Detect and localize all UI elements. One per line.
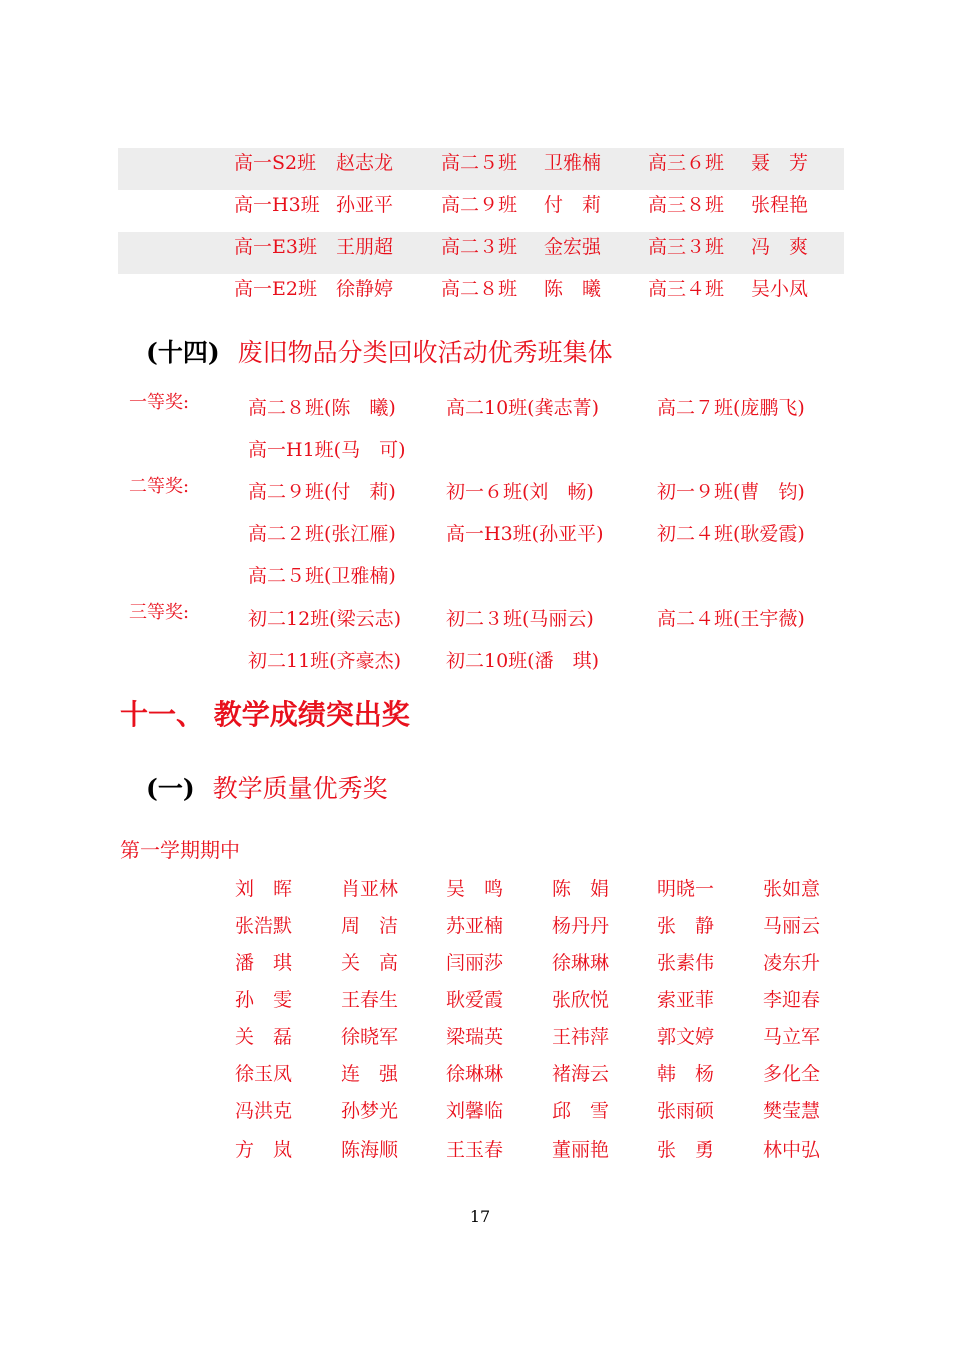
teacher-name: 刘 晖 xyxy=(235,878,293,900)
name-cell: 孙亚平 xyxy=(336,194,394,216)
class-cell: 高三８班 xyxy=(648,194,725,216)
teacher-name: 索亚菲 xyxy=(657,989,715,1011)
first-prize-label: 一等奖: xyxy=(129,392,190,413)
term-label: 第一学期期中 xyxy=(120,838,240,862)
award-entry: 初二11班(齐豪杰) xyxy=(248,650,402,672)
teacher-name: 关 高 xyxy=(341,952,399,974)
award-entry: 初二12班(梁云志) xyxy=(248,608,402,630)
teacher-name: 李迎春 xyxy=(763,989,821,1011)
award-entry: 高一H3班(孙亚平) xyxy=(446,523,604,545)
teacher-name: 徐琳琳 xyxy=(552,952,610,974)
award-entry: 高二５班(卫雅楠) xyxy=(248,565,396,587)
class-cell: 高一S2班 xyxy=(234,152,317,174)
name-cell: 陈 曦 xyxy=(544,278,602,300)
teacher-name: 褚海云 xyxy=(552,1063,610,1085)
award-entry: 高二７班(庞鹏飞) xyxy=(657,397,805,419)
teacher-name: 张如意 xyxy=(763,878,821,900)
subsection-1-number: (一) xyxy=(146,774,195,803)
teacher-name: 张浩默 xyxy=(235,915,293,937)
name-cell: 卫雅楠 xyxy=(544,152,602,174)
award-entry: 初二４班(耿爱霞) xyxy=(657,523,805,545)
teacher-name: 张素伟 xyxy=(657,952,715,974)
teacher-name: 陈海顺 xyxy=(341,1139,399,1161)
teacher-name: 郭文婷 xyxy=(657,1026,715,1048)
teacher-name: 王玉春 xyxy=(446,1139,504,1161)
award-entry: 高二４班(王宇薇) xyxy=(657,608,805,630)
award-entry: 初一６班(刘 畅) xyxy=(446,481,594,503)
teacher-name: 陈 娟 xyxy=(552,878,610,900)
teacher-name: 徐晓军 xyxy=(341,1026,399,1048)
award-entry: 高二８班(陈 曦) xyxy=(248,397,396,419)
teacher-name: 肖亚林 xyxy=(341,878,399,900)
award-entry: 初二３班(马丽云) xyxy=(446,608,594,630)
teacher-name: 马立军 xyxy=(763,1026,821,1048)
teacher-name: 周 洁 xyxy=(341,915,399,937)
teacher-name: 凌东升 xyxy=(763,952,821,974)
teacher-name: 孙梦光 xyxy=(341,1100,399,1122)
teacher-name: 关 磊 xyxy=(235,1026,293,1048)
teacher-name: 邱 雪 xyxy=(552,1100,610,1122)
teacher-name: 董丽艳 xyxy=(552,1139,610,1161)
teacher-name: 张雨硕 xyxy=(657,1100,715,1122)
teacher-name: 杨丹丹 xyxy=(552,915,610,937)
class-cell: 高二５班 xyxy=(441,152,518,174)
second-prize-label: 二等奖: xyxy=(129,476,190,497)
teacher-name: 连 强 xyxy=(341,1063,399,1085)
name-cell: 聂 芳 xyxy=(751,152,809,174)
teacher-name: 樊莹慧 xyxy=(763,1100,821,1122)
class-cell: 高三６班 xyxy=(648,152,725,174)
award-entry: 高二10班(龚志菁) xyxy=(446,397,600,419)
teacher-name: 张欣悦 xyxy=(552,989,610,1011)
teacher-name: 苏亚楠 xyxy=(446,915,504,937)
class-cell: 高二９班 xyxy=(441,194,518,216)
award-entry: 高二２班(张江雁) xyxy=(248,523,396,545)
teacher-name: 马丽云 xyxy=(763,915,821,937)
class-cell: 高一H3班 xyxy=(234,194,320,216)
section-14-heading xyxy=(146,336,613,370)
name-cell: 张程艳 xyxy=(751,194,809,216)
teacher-name: 吴 鸣 xyxy=(446,878,504,900)
teacher-name: 孙 雯 xyxy=(235,989,293,1011)
award-entry: 初一９班(曹 钧) xyxy=(657,481,805,503)
class-cell: 高三３班 xyxy=(648,236,725,258)
class-cell: 高一E3班 xyxy=(234,236,317,258)
name-cell: 徐静婷 xyxy=(336,278,394,300)
teacher-name: 韩 杨 xyxy=(657,1063,715,1085)
section-11-heading: 十一、 教学成绩突出奖 xyxy=(120,698,410,731)
class-cell: 高三４班 xyxy=(648,278,725,300)
class-cell: 高一E2班 xyxy=(234,278,317,300)
teacher-name: 徐玉凤 xyxy=(235,1063,293,1085)
teacher-name: 明晓一 xyxy=(657,878,715,900)
name-cell: 王朋超 xyxy=(336,236,394,258)
teacher-name: 耿爱霞 xyxy=(446,989,504,1011)
teacher-name: 张 静 xyxy=(657,915,715,937)
teacher-name: 梁瑞英 xyxy=(446,1026,504,1048)
teacher-name: 王春生 xyxy=(341,989,399,1011)
teacher-name: 冯洪克 xyxy=(235,1100,293,1122)
teacher-name: 闫丽莎 xyxy=(446,952,504,974)
third-prize-label: 三等奖: xyxy=(129,602,190,623)
teacher-name: 刘馨临 xyxy=(446,1100,504,1122)
class-cell: 高二３班 xyxy=(441,236,518,258)
subsection-1-heading xyxy=(146,772,388,806)
section-14-number: (十四) xyxy=(146,338,220,367)
section-14-title: 废旧物品分类回收活动优秀班集体 xyxy=(237,338,613,367)
subsection-1-title: 教学质量优秀奖 xyxy=(212,774,388,803)
teacher-name: 林中弘 xyxy=(763,1139,821,1161)
teacher-name: 张 勇 xyxy=(657,1139,715,1161)
name-cell: 金宏强 xyxy=(544,236,602,258)
teacher-name: 潘 琪 xyxy=(235,952,293,974)
award-entry: 高一H1班(马 可) xyxy=(248,439,406,461)
teacher-name: 王祎萍 xyxy=(552,1026,610,1048)
class-cell: 高二８班 xyxy=(441,278,518,300)
name-cell: 吴小凤 xyxy=(751,278,809,300)
award-entry: 高二９班(付 莉) xyxy=(248,481,396,503)
page-number: 17 xyxy=(469,1207,491,1226)
teacher-name: 多化全 xyxy=(763,1063,821,1085)
teacher-name: 徐琳琳 xyxy=(446,1063,504,1085)
award-entry: 初二10班(潘 琪) xyxy=(446,650,600,672)
name-cell: 冯 爽 xyxy=(751,236,809,258)
name-cell: 付 莉 xyxy=(544,194,602,216)
name-cell: 赵志龙 xyxy=(336,152,394,174)
teacher-name: 方 岚 xyxy=(235,1139,293,1161)
